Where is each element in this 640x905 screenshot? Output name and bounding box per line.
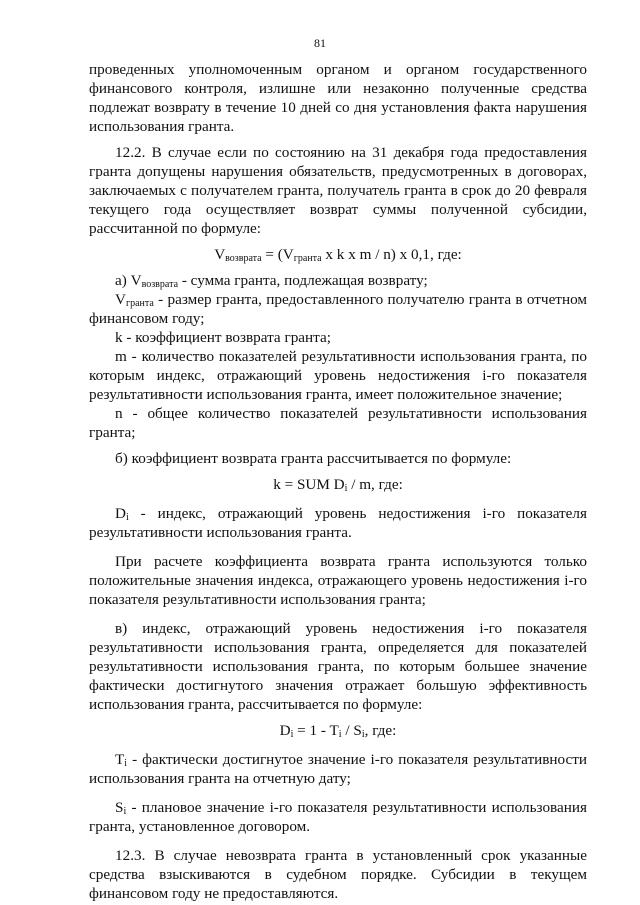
formula-sub-return: возврата [225, 253, 262, 264]
definition-d-pre: D [115, 505, 126, 522]
definition-v-grant-text: - размер гранта, предоставленного получателю гранта в отчетном финансовом году; [89, 291, 587, 327]
definition-d [89, 504, 587, 542]
definition-s-text: - плановое значение i-го показателя результативности использования гранта, установленное договором. [89, 799, 587, 835]
definition-s-pre: S [115, 799, 124, 816]
definition-t [89, 750, 587, 788]
definition-n: n - общее количество показателей результативности использования гранта; [89, 405, 587, 441]
formula-k-pre: k = SUM D [273, 476, 345, 493]
definition-v-grant-pre: V [115, 291, 126, 308]
formula-k-sub: i [344, 483, 348, 494]
definition-t-text: - фактически достигнутое значение i-го показателя результативности использования гранта на отчетную дату; [89, 751, 587, 787]
formula-v: V [214, 246, 226, 263]
paragraph-continuation: проведенных уполномоченным органом и органом государственного финансового контроля, излишне или незаконно полученные средства подлежат возврату в течение 10 дней со дня установления факта нарушения использования гранта. [89, 61, 587, 135]
formula-eq: = (V [261, 246, 294, 263]
paragraph-v: в) индекс, отражающий уровень недостижения i-го показателя результативности использования гранта, определяется для показателей результативности использования гранта, по которым большее значение фактически достигнутого значения отражает большую эффективность использования гранта, рассчитывается по формуле: [89, 620, 587, 713]
definition-t-pre: T [115, 751, 125, 768]
definition-m: m - количество показателей результативности использования гранта, по которым индекс, отражающий уровень недостижения i-го показателя результативности использования гранта, имеет положительное значение; [89, 348, 587, 403]
definition-v-return [89, 271, 587, 290]
paragraph-b: б) коэффициент возврата гранта рассчитывается по формуле: [115, 450, 512, 467]
definition-v-return-sub: возврата [141, 279, 179, 290]
formula-d-mid: = 1 - T [293, 722, 339, 739]
formula-d-sub: i [290, 729, 294, 740]
definition-s-sub: i [123, 806, 127, 817]
definition-t-sub: i [124, 758, 128, 769]
formula-return-amount [89, 245, 587, 264]
paragraph-12-2: 12.2. В случае если по состоянию на 31 декабря года предоставления гранта допущены нарушения обязательств, предусмотренных в договорах, заключаемых с получателем гранта, получатель гранта в срок до 20 февраля текущего года осуществляет возврат суммы полученной субсидии, рассчитанной по формуле: [89, 144, 587, 237]
formula-tail: x k x m / n) x 0,1, где: [321, 246, 462, 263]
definition-s [89, 798, 587, 836]
definition-k: k - коэффициент возврата гранта; [115, 329, 331, 346]
formula-sub-grant: гранта [293, 253, 322, 264]
definition-d-text: - индекс, отражающий уровень недостижения i-го показателя результативности использования гранта. [89, 505, 587, 541]
paragraph-calc-note: При расчете коэффициента возврата гранта используются только положительные значения индекса, отражающего уровень недостижения i-го показателя результативности использования гранта; [89, 553, 587, 608]
definition-v-return-pre: а) V [115, 272, 142, 289]
definition-v-grant [89, 290, 587, 328]
definition-v-grant-sub: гранта [125, 298, 154, 309]
formula-d: D [279, 722, 291, 739]
document-body [89, 60, 587, 903]
formula-t-sub: i [338, 729, 342, 740]
paragraph-12-3: 12.3. В случае невозврата гранта в установленный срок указанные средства взыскиваются в судебном порядке. Субсидии в текущем финансовом году не предоставляются. [89, 847, 587, 902]
formula-d-post: , где: [364, 722, 397, 739]
formula-slash: / S [341, 722, 362, 739]
formula-coefficient [89, 475, 587, 494]
formula-index [89, 721, 587, 740]
definition-d-sub: i [125, 512, 129, 523]
formula-k-post: / m, где: [347, 476, 403, 493]
definition-v-return-text: - сумма гранта, подлежащая возврату; [178, 272, 428, 289]
formula-s-sub: i [361, 729, 365, 740]
page-number: 81 [314, 36, 326, 50]
